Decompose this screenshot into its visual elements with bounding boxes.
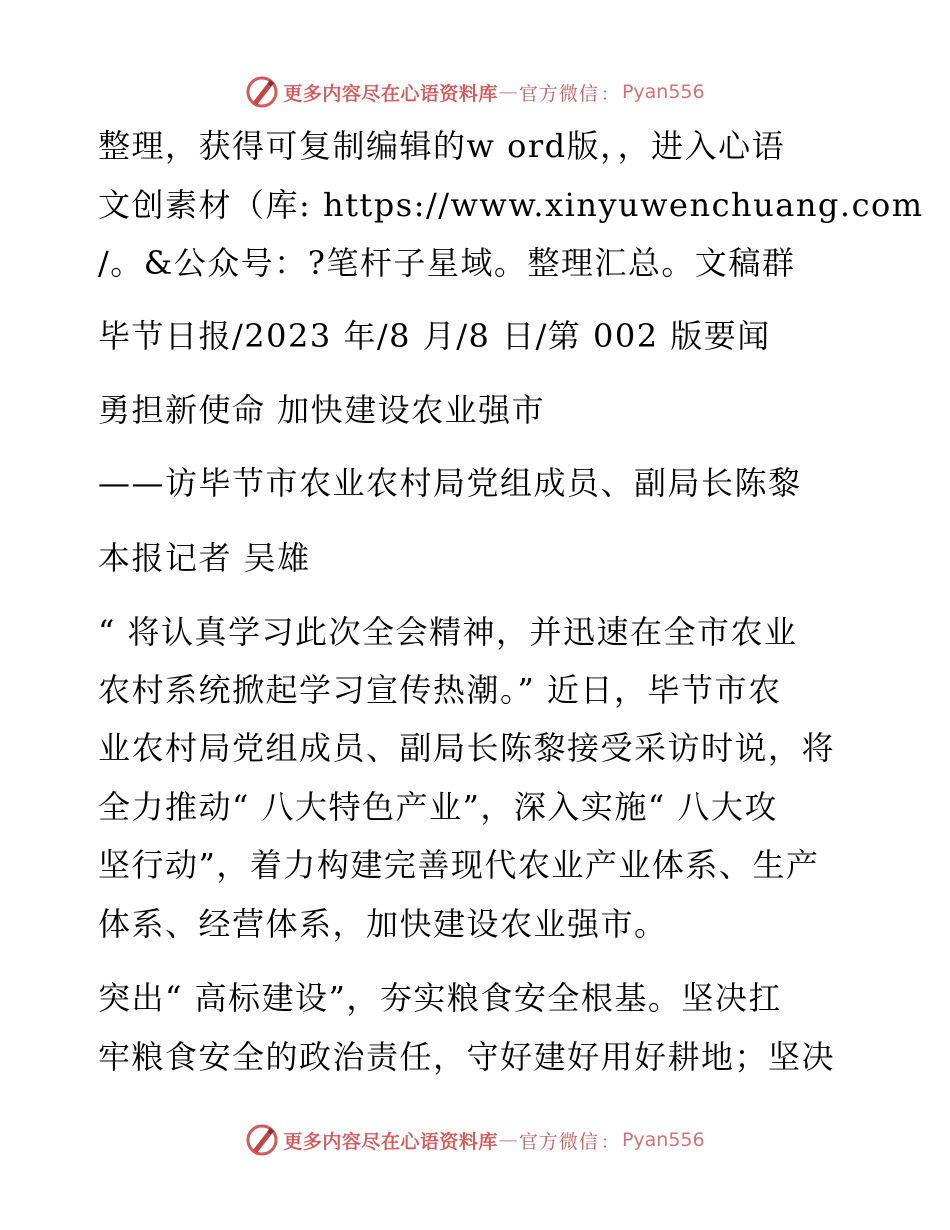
paragraph1-line-5: 坚行动”，着力构建完善现代农业产业体系、生产 [98, 846, 820, 884]
intro-line-1: 整理，获得可复制编辑的w ord版，，进入心语 [98, 127, 786, 165]
banner-official-label: 官方微信 [518, 82, 599, 105]
article-subtitle: ——访毕节市农业农村局党组成员、副局长陈黎 [98, 464, 802, 502]
intro-line-2: 文创素材（库: https://www.xinyuwenchuang.com [98, 186, 924, 224]
banner-wechat-id: Pyan556 [621, 81, 705, 103]
banner-text: 更多内容尽在心语资料库 [283, 1130, 498, 1153]
article-title: 勇担新使命 加快建设农业强市 [98, 391, 546, 429]
source-line: 毕节日报/2023 年/8 月/8 日/第 002 版要闻 [98, 317, 771, 355]
paragraph2-line-1: 突出“ 高标建设”，夯实粮食安全根基。坚决扛 [98, 979, 782, 1017]
banner-dash: — [498, 81, 518, 103]
pen-circle-logo-icon [245, 1123, 279, 1157]
banner-separator: ： [600, 1132, 618, 1153]
banner-dash: — [498, 1129, 518, 1151]
banner-separator: ： [600, 84, 618, 105]
banner-text: 更多内容尽在心语资料库 [283, 82, 498, 105]
banner-official-label: 官方微信 [518, 1130, 599, 1153]
paragraph1-line-4: 全力推动“ 八大特色产业”，深入实施“ 八大攻 [98, 788, 778, 826]
byline: 本报记者 吴雄 [98, 539, 311, 577]
banner-wechat-id: Pyan556 [621, 1129, 705, 1151]
paragraph2-line-2: 牢粮食安全的政治责任，守好建好用好耕地；坚决 [98, 1038, 836, 1076]
paragraph1-line-1: “ 将认真学习此次全会精神，并迅速在全市农业 [98, 613, 798, 651]
paragraph1-line-6: 体系、经营体系，加快建设农业强市。 [98, 905, 668, 943]
intro-line-3: /。&公众号：?笔杆子星域。整理汇总。文稿群 [98, 244, 796, 282]
header-banner [0, 72, 950, 112]
paragraph1-line-2: 农村系统掀起学习宣传热潮。” 近日，毕节市农 [98, 671, 782, 709]
footer-banner [0, 1120, 950, 1160]
paragraph1-line-3: 业农村局党组成员、副局长陈黎接受采访时说，将 [98, 729, 836, 767]
pen-circle-logo-icon [245, 75, 279, 109]
